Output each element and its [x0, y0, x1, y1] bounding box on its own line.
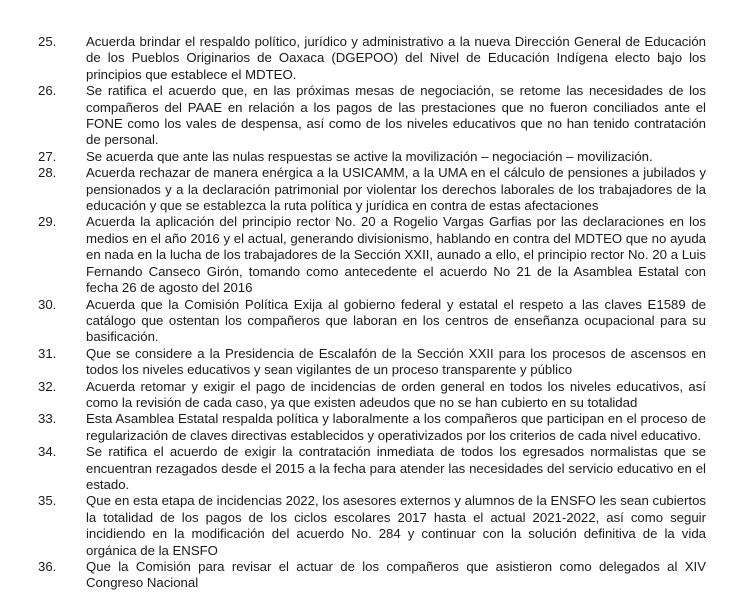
item-number: 35. [38, 493, 57, 509]
list-item [38, 165, 706, 214]
item-number: 36. [38, 559, 57, 574]
item-text: Acuerda rechazar de manera enérgica a la USICAMM, a la UMA en el cálculo de pensiones a jubilados y pensionados y a la declaración patrimonial por violentar los derechos laborales de los trabajadores de la educación y que se establezca la ruta política y jurídica en contra de estas afectaciones [86, 165, 706, 214]
item-number: 33. [38, 411, 57, 427]
item-text: Se acuerda que ante las nulas respuestas se active la movilización – negociación – movilización. [86, 148, 653, 164]
list-item [38, 379, 706, 412]
item-number: 31. [38, 345, 57, 361]
item-text: Se ratifica el acuerdo que, en las próximas mesas de negociación, se retome las necesidades de los compañeros del PAAE en relación a los pagos de las prestaciones que no fueron conciliados ante el FONE como los vales de despensa, así como de los niveles educativos que no han tenido contratación de personal. [86, 83, 706, 148]
list-item [38, 444, 706, 493]
list-item [38, 493, 706, 559]
item-number: 30. [38, 296, 57, 312]
list-item [38, 297, 706, 346]
list-item [38, 411, 706, 444]
item-number: 27. [38, 148, 57, 164]
item-text: Que en esta etapa de incidencias 2022, los asesores externos y alumnos de la ENSFO les sean cubiertos la totalidad de los pagos de los ciclos escolares 2017 hasta el actual 2021-2022, así como seguir incidiendo en la modificación del acuerdo No. 284 y continuar con la solución definitiva de la vida orgánica de la ENSFO [86, 493, 706, 558]
item-text: Acuerda que la Comisión Política Exija al gobierno federal y estatal el respeto a las claves E1589 de catálogo que ostentan los compañeros que laboran en los centros de enseñanza ocupacional para su basificación. [86, 296, 706, 345]
item-number: 34. [38, 444, 57, 460]
item-text: Acuerda retomar y exigir el pago de incidencias de orden general en todos los niveles educativos, así como la revisión de cada caso, ya que existen adeudos que no se han cubierto en su totalidad [86, 378, 706, 410]
item-number: 32. [38, 378, 57, 394]
list-item [38, 83, 706, 149]
agreement-list [38, 34, 706, 592]
item-number: 29. [38, 214, 57, 230]
item-text: Que la Comisión para revisar el actuar de los compañeros que asistieron como delegados al XIV Congreso Nacional [86, 559, 706, 591]
list-item [38, 214, 706, 296]
list-item [38, 559, 706, 592]
item-text: Se ratifica el acuerdo de exigir la contratación inmediata de todos los egresados normalistas que se encuentran rezagados desde el 2015 a la fecha para atender las necesidades del servicio educativo en el estado. [86, 444, 706, 492]
item-text: Esta Asamblea Estatal respalda política y laboralmente a los compañeros que participan en el proceso de regularización de claves directivas establecidos y operativizados por los criterios de cada nivel educativo. [86, 411, 706, 443]
list-item [38, 34, 706, 83]
item-text: Acuerda la aplicación del principio rector No. 20 a Rogelio Vargas Garfias por las declaraciones en los medios en el año 2016 y el actual, generando divisionismo, hablando en contra del MDTEO que no ayuda en nada en la lucha de los trabajadores de la Sección XXII, aunado a ello, el principio rector No. 20 a Luis Fernando Canseco Girón, tomando como antecedente el acuerdo No 21 de la Asamblea Estatal con fecha 26 de agosto del 2016 [86, 214, 706, 296]
list-item [38, 346, 706, 379]
list-item [38, 149, 706, 165]
item-number: 28. [38, 165, 57, 181]
item-text: Que se considere a la Presidencia de Escalafón de la Sección XXII para los procesos de ascensos en todos los niveles educativos y sean vigilantes de un proceso transparente y público [86, 345, 706, 378]
item-number: 26. [38, 83, 57, 99]
item-number: 25. [38, 34, 57, 49]
item-text: Acuerda brindar el respaldo político, jurídico y administrativo a la nueva Dirección General de Educación de los Pueblos Originarios de Oaxaca (DGEPOO) del Nivel de Educación Indígena electo bajo los principios que establece el MDTEO. [86, 34, 706, 82]
